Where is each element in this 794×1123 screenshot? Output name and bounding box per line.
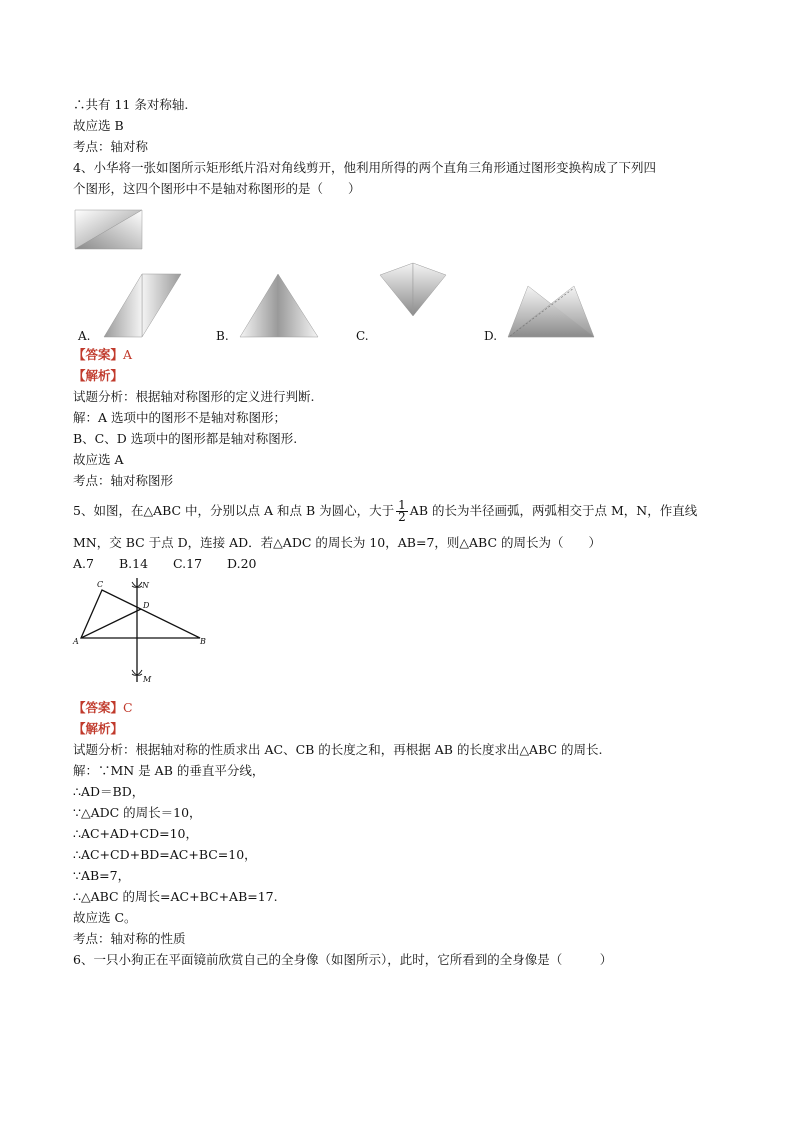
q4-solution-line2: B、C、D 选项中的图形都是轴对称图形. [73,431,298,446]
q3-kaodian: 考点：轴对称 [73,139,149,154]
answer-value: C [123,700,133,715]
q4-option-d-label: D. [484,329,498,343]
q4-option-c-label: C. [356,329,369,343]
q4-answer [73,347,132,363]
q5-kaodian: 考点：轴对称的性质 [73,931,186,946]
q5-step-3: ∵△ADC 的周长＝10， [73,805,202,820]
label-c: C [97,580,104,589]
q4-figure-d [508,286,594,337]
q5-choose: 故应选 C。 [73,910,137,925]
q6-stem: 6、一只小狗正在平面镜前欣赏自己的全身像（如图所示），此时，它所看到的全身像是（ ） [73,952,613,967]
q4-original-rectangle [75,210,142,249]
triangle-abc [81,590,200,638]
q5-step-5: ∴AC+CD+BD=AC+BC=10， [73,847,257,862]
q5-step-7: ∴△ABC 的周长=AC+BC+AB=17. [73,889,278,904]
q5-stem-line2: MN，交 BC 于点 D，连接 AD．若△ADC 的周长为 10，AB=7，则△ABC 的周长为（ ） [73,535,601,550]
answer-value: A [123,347,133,362]
q5-fraction [396,500,408,523]
q4-figure-c [380,263,446,316]
q5-stem-part2: AB 的长为半径画弧，两弧相交于点 M，N，作直线 [409,503,698,518]
label-b: B [200,637,206,646]
q4-figure-a [104,274,181,337]
q3-choose: 故应选 B [73,118,124,133]
label-d: D [143,601,150,610]
q5-geometry-figure [70,578,230,698]
q5-answer [73,700,133,716]
q5-step-4: ∴AC+AD+CD=10， [73,826,199,841]
q3-conclusion: ∴共有 11 条对称轴. [73,97,189,112]
label-n: N [142,581,149,590]
q4-analysis: 试题分析：根据轴对称图形的定义进行判断. [73,389,315,404]
jiexi-tag: 【解析】 [73,721,124,736]
label-m: M [143,675,152,684]
q4-stem-line2: 个图形，这四个图形中不是轴对称图形的是（ ） [73,181,361,196]
fraction-denominator: 2 [398,510,406,524]
q4-stem-line1: 4、小华将一张如图所示矩形纸片沿对角线剪开，他利用所得的两个直角三角形通过图形变换构成了下列四 [73,160,656,175]
q5-options: A.7 B.14 C.17 D.20 [73,556,257,571]
q5-step-2: ∴AD＝BD， [73,784,145,799]
q5-analysis: 试题分析：根据轴对称的性质求出 AC、CB 的长度之和，再根据 AB 的长度求出△ABC 的周长. [73,742,603,757]
q4-option-a-label: A. [78,329,91,343]
q5-step-6: ∵AB=7， [73,868,131,883]
fraction-numerator: 1 [398,498,406,512]
q4-jiexi-tag [73,368,123,384]
q4-figures [0,200,794,350]
q4-figure-b [240,274,318,337]
q5-jiexi-tag [73,721,123,737]
q5-stem-part1: 5、如图，在△ABC 中，分别以点 A 和点 B 为圆心，大于 [73,503,395,518]
q4-option-b-label: B. [216,329,229,343]
label-a: A [73,637,79,646]
q5-stem-line1 [73,500,697,523]
answer-tag: 【答案】 [73,347,124,362]
q4-choose: 故应选 A [73,452,124,467]
answer-tag: 【答案】 [73,700,124,715]
segment-ad [81,609,141,638]
q4-kaodian: 考点：轴对称图形 [73,473,174,488]
jiexi-tag: 【解析】 [73,368,124,383]
q5-step-1: 解：∵MN 是 AB 的垂直平分线， [73,763,265,778]
q4-solution-line1: 解：A 选项中的图形不是轴对称图形； [73,410,287,425]
